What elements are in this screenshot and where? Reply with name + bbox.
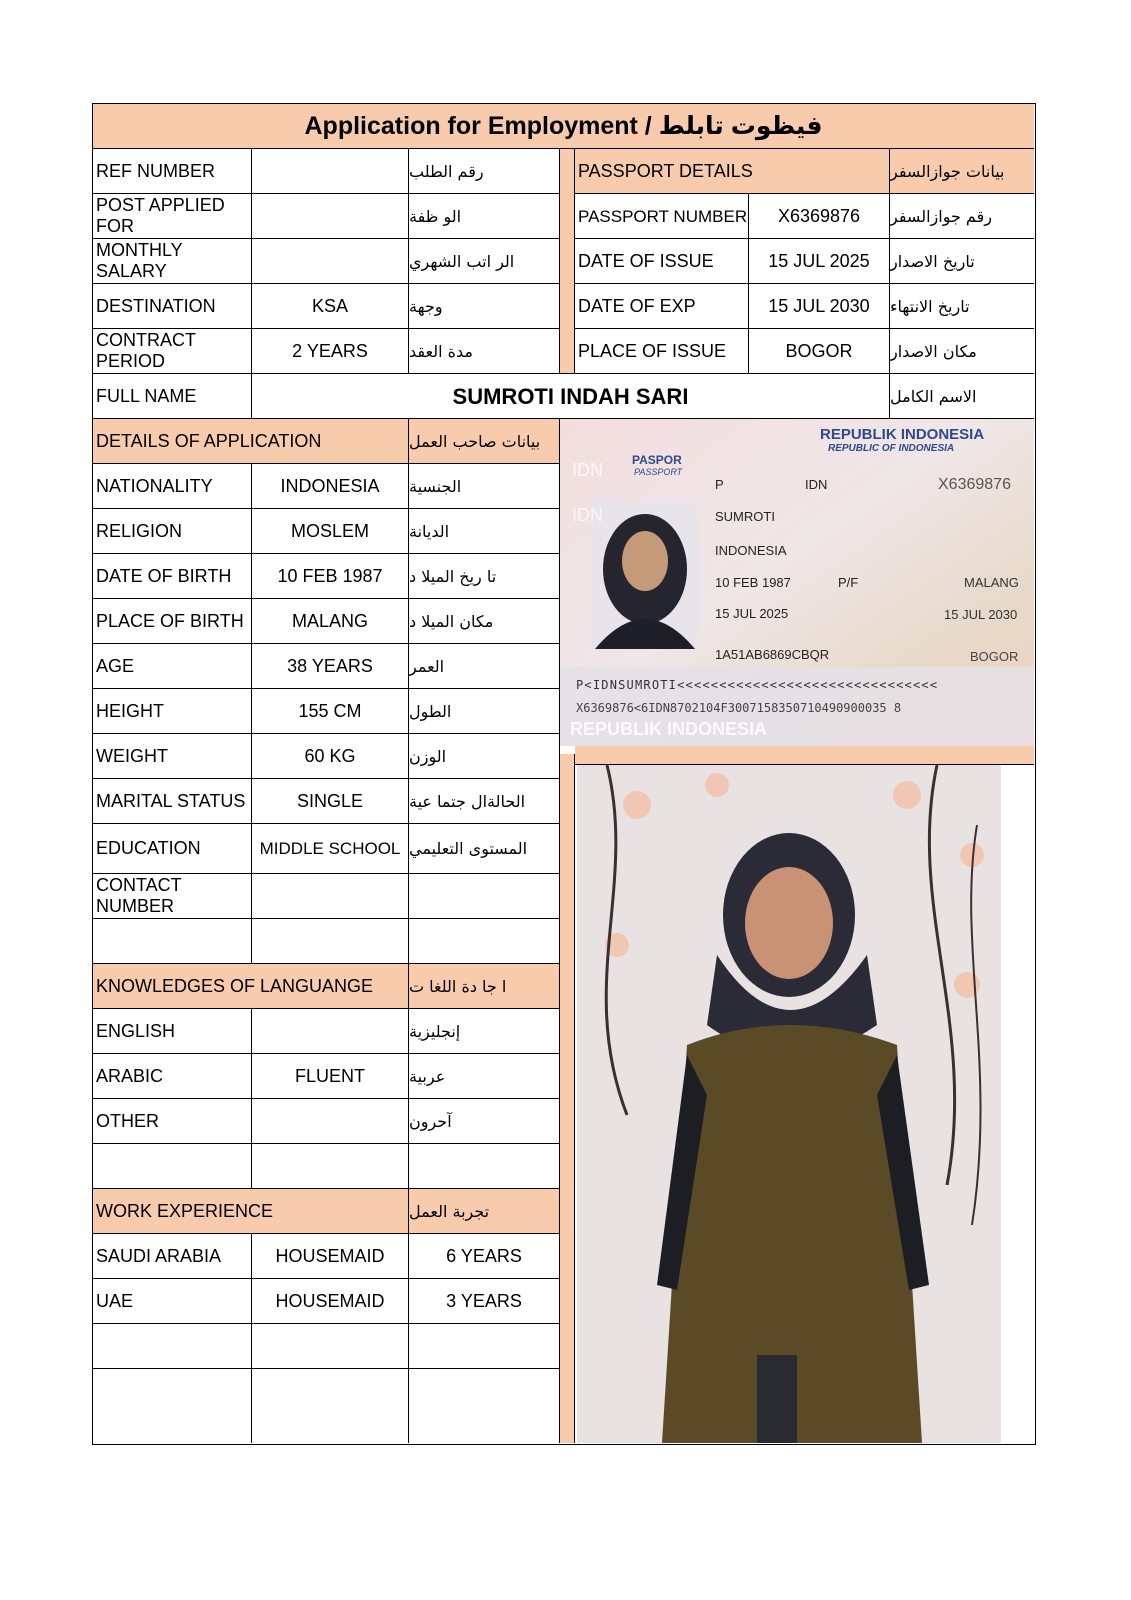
passport-pob: MALANG xyxy=(964,575,1019,590)
place-of-issue-ar: مكان الاصدار xyxy=(890,329,1034,374)
passport-number-value: X6369876 xyxy=(749,194,890,239)
blank-cell xyxy=(93,1324,252,1369)
experience-job: HOUSEMAID xyxy=(252,1279,409,1324)
passport-expiry: 15 JUL 2030 xyxy=(944,607,1018,622)
languages-header-ar: ا جا دة اللغا ت xyxy=(409,964,560,1009)
contact-number-value xyxy=(252,874,409,919)
height-value: 155 CM xyxy=(252,689,409,734)
work-experience-header-ar: تجربة العمل xyxy=(409,1189,560,1234)
blank-cell xyxy=(93,1144,252,1189)
form-title: Application for Employment / فيظوت تابلط xyxy=(93,104,1034,149)
weight-label: WEIGHT xyxy=(93,734,252,779)
contact-number-ar xyxy=(409,874,560,919)
contract-period-value: 2 YEARS xyxy=(252,329,409,374)
blank-cell xyxy=(93,919,252,964)
place-of-issue-label: PLACE OF ISSUE xyxy=(575,329,749,374)
dob-ar: تا ريخ الميلا د xyxy=(409,554,560,599)
other-value xyxy=(252,1099,409,1144)
age-label: AGE xyxy=(93,644,252,689)
blank-cell xyxy=(409,1324,560,1369)
education-ar: المستوى التعليمي xyxy=(409,824,560,874)
passport-sex: P/F xyxy=(838,575,859,590)
nationality-label: NATIONALITY xyxy=(93,464,252,509)
religion-label: RELIGION xyxy=(93,509,252,554)
dob-label: DATE OF BIRTH xyxy=(93,554,252,599)
destination-value: KSA xyxy=(252,284,409,329)
nationality-value: INDONESIA xyxy=(252,464,409,509)
passport-number-label: PASSPORT NUMBER xyxy=(575,194,749,239)
passport-type: P xyxy=(715,477,724,492)
arabic-label: ARABIC xyxy=(93,1054,252,1099)
photo-right-margin xyxy=(1001,765,1034,1443)
passport-dob: 10 FEB 1987 xyxy=(715,575,791,590)
blank-cell xyxy=(252,1144,409,1189)
full-name-ar: الاسم الكامل xyxy=(890,374,1034,419)
marital-status-label: MARITAL STATUS xyxy=(93,779,252,824)
marital-status-value: SINGLE xyxy=(252,779,409,824)
contract-period-label: CONTRACT PERIOD xyxy=(93,329,252,374)
date-of-issue-label: DATE OF ISSUE xyxy=(575,239,749,284)
religion-value: MOSLEM xyxy=(252,509,409,554)
passport-issue: 15 JUL 2025 xyxy=(715,606,789,621)
education-label: EDUCATION xyxy=(93,824,252,874)
post-applied-value xyxy=(252,194,409,239)
employment-application-form xyxy=(92,103,1036,1445)
age-ar: العمر xyxy=(409,644,560,689)
experience-years: 6 YEARS xyxy=(409,1234,560,1279)
arabic-ar: عربية xyxy=(409,1054,560,1099)
monthly-salary-ar: الر اتب الشهري xyxy=(409,239,560,284)
passport-country-en: REPUBLIC OF INDONESIA xyxy=(828,443,955,454)
passport-idn: IDN xyxy=(572,460,603,480)
height-label: HEIGHT xyxy=(93,689,252,734)
english-value xyxy=(252,1009,409,1054)
other-ar: آحرون xyxy=(409,1099,560,1144)
passport-number-ar: رقم جوازالسفر xyxy=(890,194,1034,239)
separator-strip xyxy=(560,754,575,1443)
contact-number-label: CONTACT NUMBER xyxy=(93,874,252,919)
date-of-exp-ar: تاريخ الانتهاء xyxy=(890,284,1034,329)
experience-years: 3 YEARS xyxy=(409,1279,560,1324)
experience-country: SAUDI ARABIA xyxy=(93,1234,252,1279)
passport-passport: PASSPORT xyxy=(634,467,683,477)
passport-mrz-line-1: P<IDNSUMROTI<<<<<<<<<<<<<<<<<<<<<<<<<<<<<<< xyxy=(576,678,939,692)
blank-cell xyxy=(252,1324,409,1369)
date-of-issue-ar: تاريخ الاصدار xyxy=(890,239,1034,284)
pob-value: MALANG xyxy=(252,599,409,644)
separator-strip xyxy=(560,149,575,374)
passport-mrz-line-2: X6369876<6IDN8702104F3007158350710490900035 8 xyxy=(576,701,902,715)
experience-job: HOUSEMAID xyxy=(252,1234,409,1279)
passport-reg: 1A51AB6869CBQR xyxy=(715,647,830,662)
height-ar: الطول xyxy=(409,689,560,734)
blank-cell xyxy=(409,1369,560,1443)
passport-country: REPUBLIK INDONESIA xyxy=(820,426,985,443)
passport-nationality: INDONESIA xyxy=(715,543,787,558)
date-of-exp-label: DATE OF EXP xyxy=(575,284,749,329)
post-applied-ar: الو ظفة xyxy=(409,194,560,239)
passport-code: IDN xyxy=(805,477,828,492)
destination-ar: وجهة xyxy=(409,284,560,329)
passport-footer: REPUBLIK INDONESIA xyxy=(570,719,768,739)
passport-idn: IDN xyxy=(572,505,603,525)
work-experience-header: WORK EXPERIENCE xyxy=(93,1189,409,1234)
languages-header: KNOWLEDGES OF LANGUANGE xyxy=(93,964,409,1009)
passport-surname: SUMROTI xyxy=(715,509,775,524)
passport-number: X6369876 xyxy=(938,476,1011,493)
arabic-value: FLUENT xyxy=(252,1054,409,1099)
full-name-label: FULL NAME xyxy=(93,374,252,419)
place-of-issue-value: BOGOR xyxy=(749,329,890,374)
passport-details-ar: بيانات جوازالسفر xyxy=(890,149,1034,194)
passport-details-header: PASSPORT DETAILS xyxy=(575,149,890,194)
destination-label: DESTINATION xyxy=(93,284,252,329)
applicant-photo xyxy=(577,765,1001,1443)
photo-top-strip xyxy=(575,746,1034,765)
education-value: MIDDLE SCHOOL xyxy=(252,824,409,874)
english-ar: إنجليزية xyxy=(409,1009,560,1054)
passport-photo-page xyxy=(560,419,1034,746)
blank-cell xyxy=(93,1369,252,1443)
blank-cell xyxy=(409,919,560,964)
weight-value: 60 KG xyxy=(252,734,409,779)
experience-country: UAE xyxy=(93,1279,252,1324)
date-of-exp-value: 15 JUL 2030 xyxy=(749,284,890,329)
date-of-issue-value: 15 JUL 2025 xyxy=(749,239,890,284)
details-header: DETAILS OF APPLICATION xyxy=(93,419,409,464)
pob-label: PLACE OF BIRTH xyxy=(93,599,252,644)
full-name-value: SUMROTI INDAH SARI xyxy=(252,374,890,419)
blank-cell xyxy=(252,1369,409,1443)
blank-cell xyxy=(252,919,409,964)
passport-office: BOGOR xyxy=(970,649,1019,664)
religion-ar: الديانة xyxy=(409,509,560,554)
age-value: 38 YEARS xyxy=(252,644,409,689)
english-label: ENGLISH xyxy=(93,1009,252,1054)
nationality-ar: الجنسية xyxy=(409,464,560,509)
ref-number-label: REF NUMBER xyxy=(93,149,252,194)
marital-status-ar: الحالةال جتما عية xyxy=(409,779,560,824)
dob-value: 10 FEB 1987 xyxy=(252,554,409,599)
weight-ar: الوزن xyxy=(409,734,560,779)
ref-number-ar: رقم الطلب xyxy=(409,149,560,194)
monthly-salary-value xyxy=(252,239,409,284)
passport-paspor: PASPOR xyxy=(632,453,682,467)
ref-number-value xyxy=(252,149,409,194)
contract-period-ar: مدة العقد xyxy=(409,329,560,374)
pob-ar: مكان الميلا د xyxy=(409,599,560,644)
blank-cell xyxy=(409,1144,560,1189)
other-label: OTHER xyxy=(93,1099,252,1144)
details-header-ar: بيانات صاحب العمل xyxy=(409,419,560,464)
post-applied-label: POST APPLIED FOR xyxy=(93,194,252,239)
monthly-salary-label: MONTHLY SALARY xyxy=(93,239,252,284)
